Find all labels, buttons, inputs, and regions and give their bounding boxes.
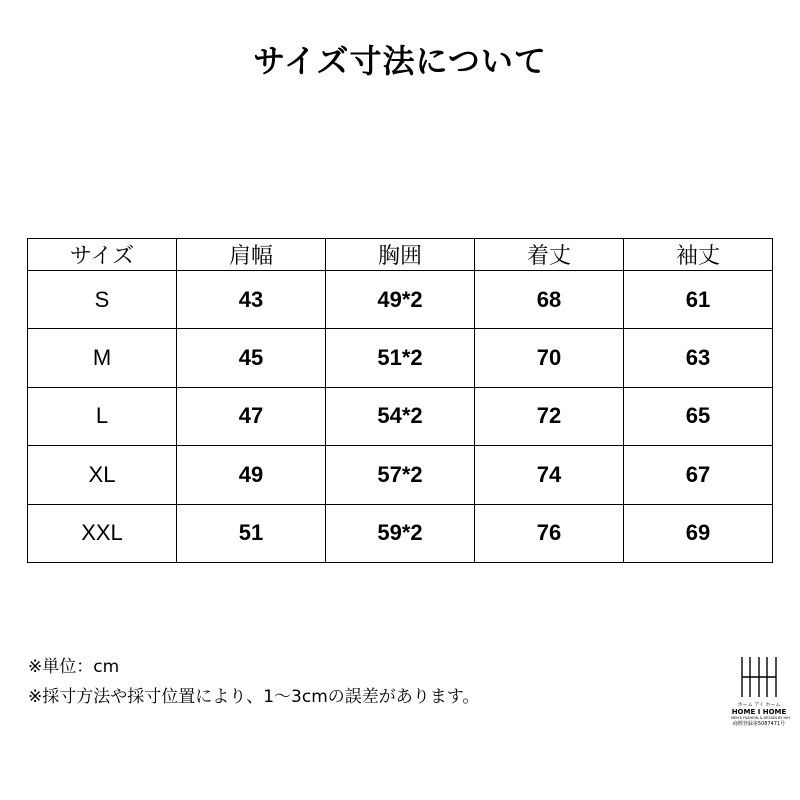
page-title: サイズ寸法について (253, 42, 547, 80)
size-cell: XXL (28, 504, 177, 562)
table-row (28, 446, 773, 504)
sleeve-cell: 65 (624, 387, 773, 445)
sleeve-cell: 63 (624, 329, 773, 387)
table-row (28, 504, 773, 562)
chest-cell: 49*2 (326, 271, 475, 329)
table-row (28, 329, 773, 387)
sleeve-cell: 67 (624, 446, 773, 504)
header-size: サイズ (28, 239, 177, 271)
table-row (28, 271, 773, 329)
chest-cell: 57*2 (326, 446, 475, 504)
sleeve-cell: 61 (624, 271, 773, 329)
header-chest: 胸囲 (326, 239, 475, 271)
header-length: 着丈 (475, 239, 624, 271)
table-row (28, 387, 773, 445)
shoulder-cell: 45 (177, 329, 326, 387)
shoulder-cell: 47 (177, 387, 326, 445)
length-cell: 74 (475, 446, 624, 504)
shoulder-cell: 43 (177, 271, 326, 329)
table-header-row (28, 239, 773, 271)
size-cell: L (28, 387, 177, 445)
size-table (27, 238, 773, 563)
logo-trademark: 商標登録第5087471号 (732, 721, 786, 727)
length-cell: 72 (475, 387, 624, 445)
chest-cell: 51*2 (326, 329, 475, 387)
logo-tagline: MEN'S FASHION & DESIGN BY HIH (731, 716, 790, 720)
logo-brand: HOME I HOME (731, 708, 787, 716)
length-cell: 70 (475, 329, 624, 387)
shoulder-cell: 49 (177, 446, 326, 504)
size-cell: M (28, 329, 177, 387)
length-cell: 68 (475, 271, 624, 329)
sleeve-cell: 69 (624, 504, 773, 562)
header-sleeve: 袖丈 (624, 239, 773, 271)
shoulder-cell: 51 (177, 504, 326, 562)
logo-kana: ホーム アイ ホーム (737, 702, 781, 708)
size-cell: XL (28, 446, 177, 504)
chest-cell: 54*2 (326, 387, 475, 445)
hih-logo-icon (739, 655, 779, 699)
size-cell: S (28, 271, 177, 329)
chest-cell: 59*2 (326, 504, 475, 562)
notes (28, 652, 479, 712)
length-cell: 76 (475, 504, 624, 562)
unit-note: ※単位：cm (28, 657, 120, 677)
tolerance-note: ※採寸方法や採寸位置により、1～3cmの誤差があります。 (28, 687, 480, 707)
brand-logo (731, 655, 790, 739)
header-shoulder-width: 肩幅 (177, 239, 326, 271)
